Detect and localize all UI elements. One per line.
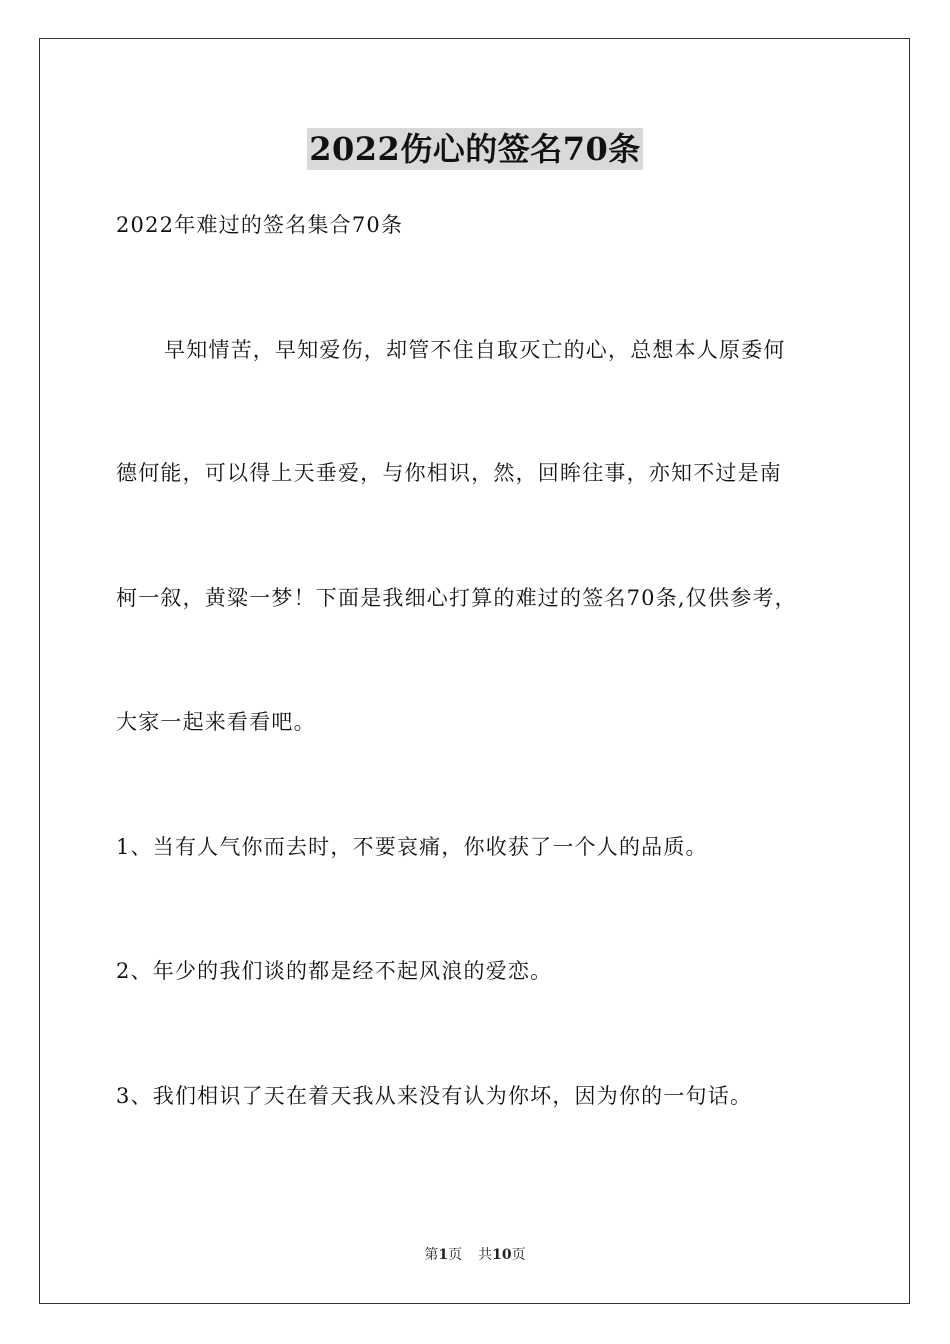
page-suffix: 页: [448, 1247, 463, 1263]
page-prefix: 第: [424, 1247, 439, 1263]
document-subtitle: 2022年难过的签名集合70条: [116, 213, 404, 237]
total-prefix: 共: [478, 1247, 493, 1263]
page-total: 10: [492, 1247, 512, 1263]
intro-line-2: 德何能，可以得上天垂爱，与你相识，然，回眸往事，亦知不过是南: [116, 461, 782, 485]
intro-line-4: 大家一起来看看吧。: [116, 710, 316, 734]
page-footer: [0, 1245, 950, 1265]
list-item-3: 3、我们相识了天在着天我从来没有认为你坏，因为你的一句话。: [116, 1084, 753, 1108]
total-suffix: 页: [511, 1247, 526, 1263]
page-current: 1: [438, 1247, 449, 1263]
list-item-2: 2、年少的我们谈的都是经不起风浪的爱恋。: [116, 959, 553, 983]
intro-line-1: 早知情苦，早知爱伤，却管不住自取灭亡的心，总想本人原委何: [164, 338, 786, 362]
document-title: 2022伤心的签名70条: [309, 130, 641, 168]
intro-line-3: 柯一叙，黄粱一梦！下面是我细心打算的难过的签名70条,仅供参考，: [116, 586, 797, 610]
title-container: [0, 128, 950, 170]
list-item-1: 1、当有人气你而去时，不要哀痛，你收获了一个人的品质。: [116, 835, 708, 859]
